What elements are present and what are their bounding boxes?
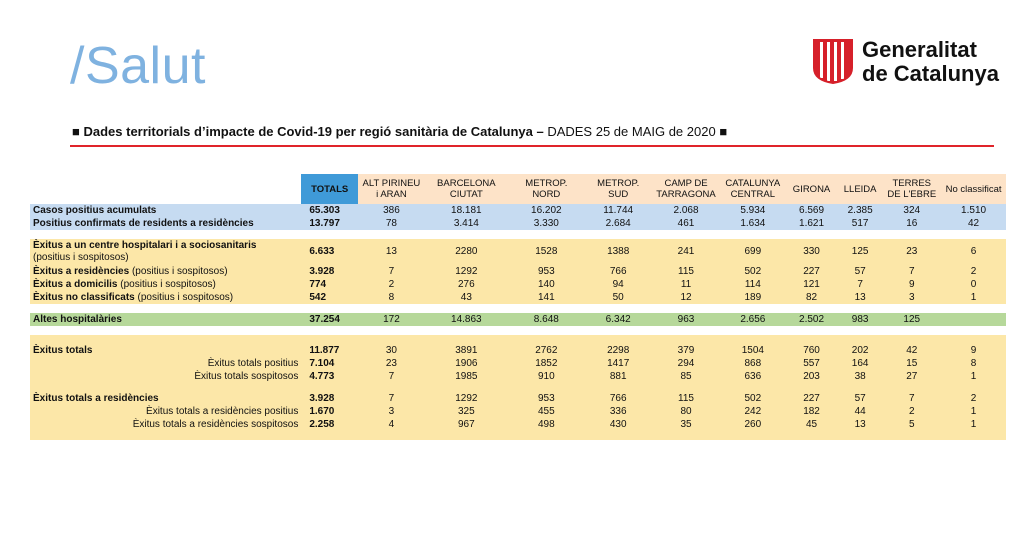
spacer-cell [785, 326, 838, 335]
spacer-cell [838, 304, 883, 313]
total-cell: 7.104 [301, 357, 358, 370]
spacer-row [30, 230, 1006, 239]
row-label: Èxitus totals positius [30, 357, 301, 370]
spacer-cell [941, 326, 1006, 335]
cases-row [30, 217, 1006, 230]
region-cell: 121 [785, 278, 838, 291]
region-cell: 85 [652, 370, 721, 383]
region-cell: 2 [882, 405, 941, 418]
brand-title: /Salut [70, 37, 206, 95]
spacer-row [30, 431, 1006, 440]
spacer-cell [425, 431, 508, 440]
region-cell: 967 [425, 418, 508, 431]
region-cell: 182 [785, 405, 838, 418]
region-cell: 15 [882, 357, 941, 370]
spacer-cell [508, 431, 585, 440]
region-cell: 1 [941, 405, 1006, 418]
header-region: METROP. NORD [508, 174, 585, 204]
spacer-cell [882, 230, 941, 239]
region-cell: 3 [358, 405, 425, 418]
discharges-row [30, 313, 1006, 326]
region-cell: 1388 [585, 239, 652, 265]
total-cell: 11.877 [301, 344, 358, 357]
title-marker-left: ■ [72, 124, 80, 139]
spacer-cell [585, 383, 652, 392]
spacer-cell [785, 335, 838, 344]
region-cell: 386 [358, 204, 425, 217]
row-label: Èxitus totals a residències sospitosos [30, 418, 301, 431]
region-cell: 1906 [425, 357, 508, 370]
total-deaths-row [30, 344, 1006, 357]
title-underline [70, 145, 994, 147]
subtotal-row [30, 370, 1006, 383]
deaths-row [30, 278, 1006, 291]
region-cell: 12 [652, 291, 721, 304]
region-cell: 13 [838, 291, 883, 304]
spacer-cell [882, 326, 941, 335]
spacer-cell [882, 383, 941, 392]
row-label [30, 265, 301, 278]
spacer-cell [720, 383, 785, 392]
row-label: Èxitus totals [30, 344, 301, 357]
region-cell: 241 [652, 239, 721, 265]
region-cell: 498 [508, 418, 585, 431]
region-cell: 16.202 [508, 204, 585, 217]
region-cell: 336 [585, 405, 652, 418]
total-cell: 37.254 [301, 313, 358, 326]
spacer-cell [425, 335, 508, 344]
header-region: LLEIDA [838, 174, 883, 204]
region-cell: 260 [720, 418, 785, 431]
region-cell: 2.502 [785, 313, 838, 326]
spacer-cell [882, 304, 941, 313]
row-label [30, 239, 301, 265]
region-cell: 38 [838, 370, 883, 383]
region-cell: 80 [652, 405, 721, 418]
row-label: Èxitus totals a residències positius [30, 405, 301, 418]
row-label: Positius confirmats de residents a residències [30, 217, 301, 230]
region-cell: 203 [785, 370, 838, 383]
spacer-cell [838, 326, 883, 335]
row-label-note: (positius i sospitosos) [129, 266, 228, 277]
region-cell: 6.569 [785, 204, 838, 217]
logo-line1: Generalitat [862, 37, 977, 62]
region-cell: 45 [785, 418, 838, 431]
total-cell: 1.670 [301, 405, 358, 418]
region-cell: 189 [720, 291, 785, 304]
row-label-bold: Èxitus a residències [33, 266, 130, 277]
header-region: CAMP DE TARRAGONA [652, 174, 721, 204]
spacer-cell [425, 230, 508, 239]
region-cell: 6.342 [585, 313, 652, 326]
row-label: Èxitus totals sospitosos [30, 370, 301, 383]
region-cell: 7 [838, 278, 883, 291]
region-cell: 983 [838, 313, 883, 326]
region-cell: 557 [785, 357, 838, 370]
spacer-cell [358, 431, 425, 440]
spacer-cell [941, 230, 1006, 239]
title-date: DADES 25 de MAIG de 2020 [543, 124, 716, 139]
region-cell: 23 [882, 239, 941, 265]
generalitat-senyera-icon [812, 38, 854, 84]
region-cell: 23 [358, 357, 425, 370]
region-cell: 2.068 [652, 204, 721, 217]
region-cell: 766 [585, 392, 652, 405]
region-cell: 43 [425, 291, 508, 304]
spacer-cell [585, 326, 652, 335]
region-cell: 9 [882, 278, 941, 291]
spacer-cell [301, 431, 358, 440]
region-cell: 57 [838, 265, 883, 278]
region-cell: 7 [358, 265, 425, 278]
region-cell: 1.621 [785, 217, 838, 230]
region-cell: 2.385 [838, 204, 883, 217]
region-cell: 42 [941, 217, 1006, 230]
region-cell: 760 [785, 344, 838, 357]
region-cell: 455 [508, 405, 585, 418]
subtotal-row [30, 357, 1006, 370]
spacer-cell [358, 383, 425, 392]
spacer-cell [785, 230, 838, 239]
region-cell: 1504 [720, 344, 785, 357]
region-cell: 502 [720, 392, 785, 405]
region-cell: 227 [785, 265, 838, 278]
row-label [30, 278, 301, 291]
spacer-cell [301, 335, 358, 344]
region-cell: 1 [941, 418, 1006, 431]
region-cell: 172 [358, 313, 425, 326]
region-cell: 963 [652, 313, 721, 326]
region-cell: 1528 [508, 239, 585, 265]
spacer-cell [652, 383, 721, 392]
total-cell: 6.633 [301, 239, 358, 265]
total-cell: 542 [301, 291, 358, 304]
spacer-cell [720, 230, 785, 239]
spacer-cell [652, 326, 721, 335]
spacer-row [30, 304, 1006, 313]
row-label: Altes hospitalàries [30, 313, 301, 326]
title-marker-right: ■ [719, 124, 728, 139]
spacer-cell [508, 383, 585, 392]
deaths-row [30, 291, 1006, 304]
spacer-cell [652, 304, 721, 313]
header-region: TERRES DE L'EBRE [882, 174, 941, 204]
region-cell: 11 [652, 278, 721, 291]
region-cell: 42 [882, 344, 941, 357]
spacer-cell [30, 304, 301, 313]
header-region: GIRONA [785, 174, 838, 204]
header-region: BARCELONA CIUTAT [425, 174, 508, 204]
spacer-cell [301, 326, 358, 335]
region-cell: 2.656 [720, 313, 785, 326]
spacer-cell [508, 304, 585, 313]
region-cell: 430 [585, 418, 652, 431]
region-cell: 294 [652, 357, 721, 370]
spacer-row [30, 383, 1006, 392]
report-title [72, 124, 727, 139]
region-cell: 18.181 [425, 204, 508, 217]
region-cell [941, 313, 1006, 326]
region-cell: 242 [720, 405, 785, 418]
total-cell: 13.797 [301, 217, 358, 230]
region-cell: 8 [941, 357, 1006, 370]
region-cell: 115 [652, 265, 721, 278]
row-label-note: (positius i sospitosos) [33, 252, 129, 263]
total-cell: 3.928 [301, 392, 358, 405]
region-cell: 1 [941, 291, 1006, 304]
spacer-cell [358, 326, 425, 335]
spacer-cell [838, 335, 883, 344]
region-cell: 11.744 [585, 204, 652, 217]
region-cell: 953 [508, 265, 585, 278]
header-row [30, 174, 1006, 204]
region-cell: 5.934 [720, 204, 785, 217]
logo-text [862, 38, 999, 86]
region-cell: 325 [425, 405, 508, 418]
spacer-cell [358, 335, 425, 344]
spacer-cell [652, 431, 721, 440]
region-cell: 82 [785, 291, 838, 304]
spacer-cell [508, 230, 585, 239]
region-cell: 1292 [425, 392, 508, 405]
spacer-cell [301, 383, 358, 392]
data-table [30, 174, 1006, 440]
spacer-cell [838, 383, 883, 392]
spacer-cell [358, 304, 425, 313]
region-cell: 115 [652, 392, 721, 405]
spacer-cell [585, 431, 652, 440]
spacer-cell [785, 383, 838, 392]
spacer-cell [838, 230, 883, 239]
region-cell: 3891 [425, 344, 508, 357]
region-cell: 44 [838, 405, 883, 418]
region-cell: 4 [358, 418, 425, 431]
region-cell: 2762 [508, 344, 585, 357]
total-cell: 3.928 [301, 265, 358, 278]
region-cell: 0 [941, 278, 1006, 291]
region-cell: 202 [838, 344, 883, 357]
region-cell: 766 [585, 265, 652, 278]
region-cell: 2.684 [585, 217, 652, 230]
generalitat-logo [812, 38, 999, 86]
header-region: METROP. SUD [585, 174, 652, 204]
spacer-cell [585, 230, 652, 239]
spacer-cell [838, 431, 883, 440]
region-cell: 1292 [425, 265, 508, 278]
region-cell: 57 [838, 392, 883, 405]
region-cell: 1 [941, 370, 1006, 383]
spacer-cell [508, 335, 585, 344]
header-blank [30, 174, 301, 204]
region-cell: 13 [358, 239, 425, 265]
region-cell: 881 [585, 370, 652, 383]
region-cell: 78 [358, 217, 425, 230]
region-cell: 35 [652, 418, 721, 431]
spacer-cell [941, 383, 1006, 392]
region-cell: 2 [941, 265, 1006, 278]
spacer-cell [30, 326, 301, 335]
spacer-cell [301, 230, 358, 239]
region-cell: 502 [720, 265, 785, 278]
region-cell: 27 [882, 370, 941, 383]
spacer-cell [425, 383, 508, 392]
region-cell: 3.414 [425, 217, 508, 230]
region-cell: 910 [508, 370, 585, 383]
spacer-cell [785, 304, 838, 313]
spacer-cell [652, 335, 721, 344]
region-cell: 379 [652, 344, 721, 357]
spacer-cell [720, 431, 785, 440]
region-cell: 1417 [585, 357, 652, 370]
spacer-cell [585, 304, 652, 313]
title-bold: Dades territorials d’impacte de Covid-19 per regió sanitària de Catalunya – [83, 124, 544, 139]
region-cell: 7 [882, 265, 941, 278]
header-region: CATALUNYA CENTRAL [720, 174, 785, 204]
header-totals: TOTALS [301, 174, 358, 204]
row-label: Èxitus totals a residències [30, 392, 301, 405]
deaths-row [30, 239, 1006, 265]
spacer-cell [941, 335, 1006, 344]
region-cell: 5 [882, 418, 941, 431]
region-cell: 330 [785, 239, 838, 265]
region-cell: 953 [508, 392, 585, 405]
deaths-row [30, 265, 1006, 278]
region-cell: 125 [838, 239, 883, 265]
spacer-cell [941, 304, 1006, 313]
spacer-cell [425, 326, 508, 335]
table-body [30, 174, 1006, 440]
row-label-note: (positius i sospitosos) [117, 279, 216, 290]
region-cell: 2 [358, 278, 425, 291]
region-cell: 164 [838, 357, 883, 370]
region-cell: 94 [585, 278, 652, 291]
region-cell: 114 [720, 278, 785, 291]
region-cell: 3 [882, 291, 941, 304]
region-cell: 7 [358, 392, 425, 405]
spacer-cell [720, 335, 785, 344]
row-label-note: (positius i sospitosos) [134, 292, 234, 303]
spacer-row [30, 326, 1006, 335]
spacer-cell [720, 304, 785, 313]
total-cell: 774 [301, 278, 358, 291]
region-cell: 9 [941, 344, 1006, 357]
spacer-cell [358, 230, 425, 239]
logo-line2: de Catalunya [862, 61, 999, 86]
region-cell: 227 [785, 392, 838, 405]
region-cell: 50 [585, 291, 652, 304]
region-cell: 517 [838, 217, 883, 230]
region-cell: 3.330 [508, 217, 585, 230]
region-cell: 16 [882, 217, 941, 230]
region-cell: 13 [838, 418, 883, 431]
region-cell: 7 [882, 392, 941, 405]
region-cell: 2298 [585, 344, 652, 357]
cases-row [30, 204, 1006, 217]
spacer-cell [720, 326, 785, 335]
region-cell: 1985 [425, 370, 508, 383]
region-cell: 8 [358, 291, 425, 304]
region-cell: 276 [425, 278, 508, 291]
header-region: ALT PIRINEU i ARAN [358, 174, 425, 204]
spacer-cell [30, 383, 301, 392]
region-cell: 868 [720, 357, 785, 370]
spacer-cell [508, 326, 585, 335]
spacer-cell [30, 431, 301, 440]
region-cell: 7 [358, 370, 425, 383]
spacer-cell [30, 335, 301, 344]
subtotal-row [30, 405, 1006, 418]
region-cell: 8.648 [508, 313, 585, 326]
region-cell: 2280 [425, 239, 508, 265]
region-cell: 699 [720, 239, 785, 265]
region-cell: 125 [882, 313, 941, 326]
spacer-cell [882, 335, 941, 344]
total-deaths-row [30, 392, 1006, 405]
region-cell: 140 [508, 278, 585, 291]
spacer-cell [652, 230, 721, 239]
region-cell: 324 [882, 204, 941, 217]
row-label-bold: Èxitus a domicilis [33, 279, 118, 290]
spacer-cell [785, 431, 838, 440]
region-cell: 1.510 [941, 204, 1006, 217]
spacer-cell [301, 304, 358, 313]
region-cell: 14.863 [425, 313, 508, 326]
row-label-bold: Èxitus a un centre hospitalari i a sociosanitaris [33, 240, 257, 251]
spacer-cell [425, 304, 508, 313]
region-cell: 6 [941, 239, 1006, 265]
spacer-cell [585, 335, 652, 344]
total-cell: 4.773 [301, 370, 358, 383]
region-cell: 1852 [508, 357, 585, 370]
subtotal-row [30, 418, 1006, 431]
region-cell: 141 [508, 291, 585, 304]
region-cell: 2 [941, 392, 1006, 405]
region-cell: 1.634 [720, 217, 785, 230]
header-region: No classificat [941, 174, 1006, 204]
region-cell: 461 [652, 217, 721, 230]
spacer-cell [882, 431, 941, 440]
region-cell: 636 [720, 370, 785, 383]
row-label-bold: Èxitus no classificats [33, 292, 135, 303]
row-label: Casos positius acumulats [30, 204, 301, 217]
region-cell: 30 [358, 344, 425, 357]
spacer-cell [941, 431, 1006, 440]
total-cell: 65.303 [301, 204, 358, 217]
spacer-row [30, 335, 1006, 344]
spacer-cell [30, 230, 301, 239]
row-label [30, 291, 301, 304]
total-cell: 2.258 [301, 418, 358, 431]
